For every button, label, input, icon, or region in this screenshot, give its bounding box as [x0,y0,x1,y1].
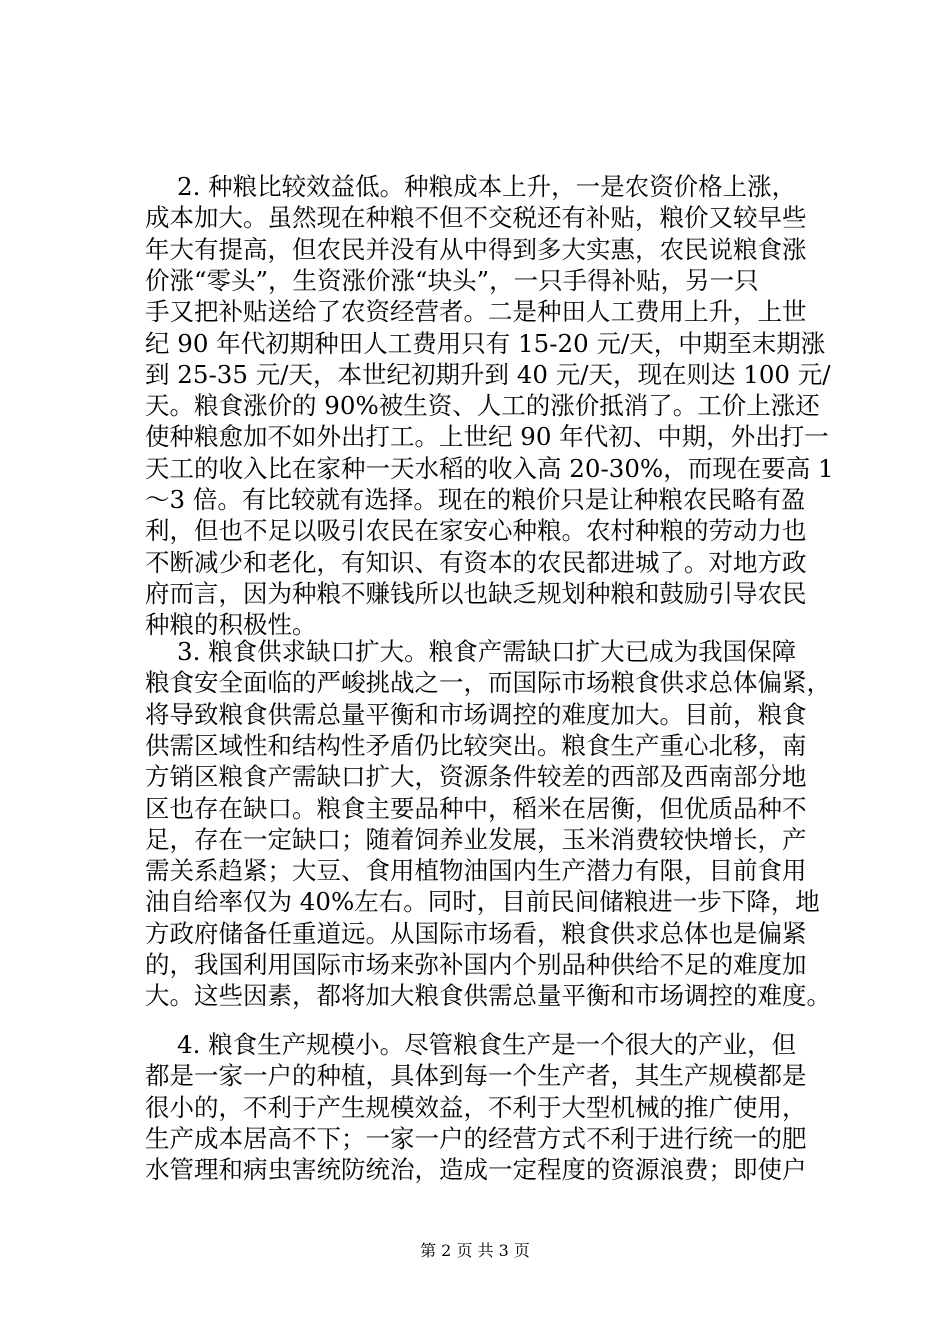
text-line: 府而言，因为种粮不赚钱所以也缺乏规划种粮和鼓励引导农民 [145,578,807,608]
text-line: 使种粮愈加不如外出打工。上世纪 90 年代初、中期，外出打一 [145,422,829,452]
text-line: 4. 粮食生产规模小。尽管粮食生产是一个很大的产业，但 [177,1030,797,1059]
text-line: 水管理和病虫害统防统治，造成一定程度的资源浪费；即使户 [145,1155,807,1185]
text-line: 的，我国利用国际市场来弥补国内个别品种供给不足的难度加 [145,950,807,979]
text-line: 2. 种粮比较效益低。种粮成本上升，一是农资价格上涨， [177,172,797,201]
text-line: 天工的收入比在家种一天水稻的收入高 20-30%，而现在要高 1 [145,453,834,483]
text-line: 价涨“零头”，生资涨价涨“块头”，一只手得补贴，另一只 [145,265,759,295]
text-line: 大。这些因素，都将加大粮食供需总量平衡和市场调控的难度。 [145,981,831,1011]
text-line: 天。粮食涨价的 90%被生资、人工的涨价抵消了。工价上涨还 [145,391,820,421]
text-line: 粮食安全面临的严峻挑战之一，而国际市场粮食供求总体偏紧， [145,668,831,698]
text-line: 将导致粮食供需总量平衡和市场调控的难度加大。目前，粮食 [145,699,807,729]
text-line: 油自给率仅为 40%左右。同时，目前民间储粮进一步下降，地 [145,887,820,917]
text-line: 种粮的积极性。 [145,610,317,640]
text-line: 区也存在缺口。粮食主要品种中，稻米在居衡，但优质品种不 [145,793,807,823]
text-line: 很小的，不利于产生规模效益，不利于大型机械的推广使用， [145,1092,807,1122]
text-line: 都是一家一户的种植，具体到每一个生产者，其生产规模都是 [145,1061,807,1091]
text-line: 成本加大。虽然现在种粮不但不交税还有补贴，粮价又较早些 [145,203,807,233]
text-line: 不断减少和老化，有知识、有资本的农民都进城了。对地方政 [145,547,807,577]
text-line: 到 25-35 元/天，本世纪初期升到 40 元/天，现在则达 100 元/ [145,359,831,389]
text-line: ～3 倍。有比较就有选择。现在的粮价只是让种粮农民略有盈 [145,485,806,514]
text-line: 需关系趋紧；大豆、食用植物油国内生产潜力有限，目前食用 [145,856,807,886]
text-line: 3. 粮食供求缺口扩大。粮食产需缺口扩大已成为我国保障 [177,637,797,666]
text-line: 足，存在一定缺口；随着饲养业发展，玉米消费较快增长，产 [145,824,807,854]
text-line: 生产成本居高不下；一家一户的经营方式不利于进行统一的肥 [145,1123,807,1153]
text-line: 年大有提高，但农民并没有从中得到多大实惠，农民说粮食涨 [145,234,807,264]
page-footer: 第 2 页 共 3 页 [420,1241,530,1260]
text-line: 方政府储备任重道远。从国际市场看，粮食供求总体也是偏紧 [145,918,807,948]
text-line: 纪 90 年代初期种田人工费用只有 15-20 元/天，中期至末期涨 [145,328,826,358]
text-line: 方销区粮食产需缺口扩大，资源条件较差的西部及西南部分地 [145,762,807,792]
text-line: 利，但也不足以吸引农民在家安心种粮。农村种粮的劳动力也 [145,516,807,546]
text-line: 手又把补贴送给了农资经营者。二是种田人工费用上升，上世 [145,297,807,327]
text-line: 供需区域性和结构性矛盾仍比较突出。粮食生产重心北移，南 [145,730,807,760]
